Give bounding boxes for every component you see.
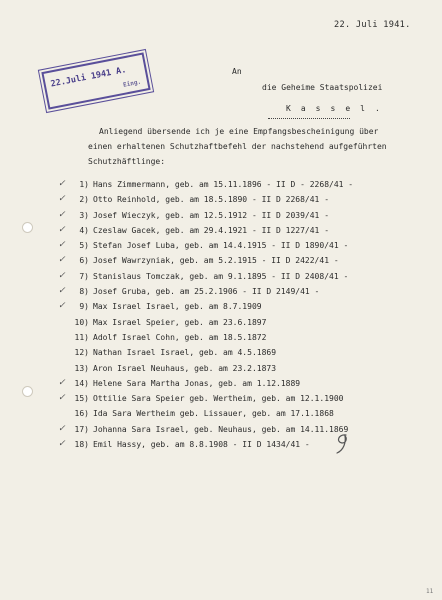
check-mark-icon: ✓ xyxy=(58,423,66,434)
stamp-text: 22.Juli 1941 A. xyxy=(49,65,128,90)
detainee-row xyxy=(58,238,353,253)
check-mark-icon: ✓ xyxy=(58,255,66,266)
detainee-row xyxy=(74,345,353,360)
check-mark-icon: ✓ xyxy=(58,270,66,281)
punch-hole-bottom xyxy=(22,386,33,397)
detainee-entry: Josef Wieczyk, geb. am 12.5.1912 - II D 2039/41 - xyxy=(93,210,330,220)
check-mark-icon: ✓ xyxy=(58,439,66,450)
detainee-entry: Max Israel Speier, geb. am 23.6.1897 xyxy=(93,317,267,327)
salutation-to: An xyxy=(232,67,242,76)
received-stamp xyxy=(41,52,150,109)
detainee-row xyxy=(74,330,353,345)
check-mark-icon: ✓ xyxy=(58,301,66,312)
detainee-number: 17) xyxy=(74,424,89,434)
detainee-row xyxy=(58,177,354,192)
detainee-number: 18) xyxy=(74,440,89,450)
detainee-entry: Ottilie Sara Speier geb. Wertheim, geb. am 12.1.1900 xyxy=(93,394,344,404)
check-mark-icon: ✓ xyxy=(58,393,66,404)
detainee-number: 16) xyxy=(74,409,89,419)
detainee-number: 2) xyxy=(79,195,89,205)
detainee-number: 6) xyxy=(79,256,89,266)
detainee-number: 10) xyxy=(74,317,89,327)
detainee-row xyxy=(58,376,353,391)
detainee-row xyxy=(58,269,353,284)
detainee-row xyxy=(58,208,353,223)
recipient-city: K a s s e l . xyxy=(286,104,383,113)
detainee-entry: Ida Sara Wertheim geb. Lissauer, geb. am 17.1.1868 xyxy=(93,409,334,419)
detainee-entry: Helene Sara Martha Jonas, geb. am 1.12.1889 xyxy=(93,378,301,388)
detainee-number: 3) xyxy=(79,210,89,220)
detainee-row xyxy=(58,253,353,268)
check-mark-icon: ✓ xyxy=(58,240,66,251)
check-mark-icon: ✓ xyxy=(58,209,66,220)
check-mark-icon: ✓ xyxy=(58,377,66,388)
detainee-row xyxy=(74,406,353,421)
detainee-number: 9) xyxy=(79,302,89,312)
stamp-mark: Eing. xyxy=(122,78,142,89)
detainee-row xyxy=(58,284,353,299)
recipient-agency: die Geheime Staatspolizei xyxy=(262,83,383,92)
detainee-number: 8) xyxy=(79,287,89,297)
detainee-entry: Josef Gruba, geb. am 25.2.1906 - II D 2149/41 - xyxy=(93,287,320,297)
detainee-entry: Aron Israel Neuhaus, geb. am 23.2.1873 xyxy=(93,363,277,373)
detainee-entry: Otto Reinhold, geb. am 18.5.1890 - II D 2268/41 - xyxy=(93,195,330,205)
intro-line: Anliegend übersende ich je eine Empfangsbescheinigung über xyxy=(99,127,379,136)
check-mark-icon: ✓ xyxy=(58,224,66,235)
detainee-entry: Czeslaw Gacek, geb. am 29.4.1921 - II D 1227/41 - xyxy=(93,225,330,235)
detainee-entry: Johanna Sara Israel, geb. Neuhaus, geb. am 14.11.1869 xyxy=(93,424,349,434)
detainee-row xyxy=(74,361,353,376)
detainee-number: 13) xyxy=(74,363,89,373)
detainee-number: 14) xyxy=(74,378,89,388)
detainee-entry: Stefan Josef Luba, geb. am 14.4.1915 - II D 1890/41 - xyxy=(93,241,349,251)
detainee-entry: Max Israel Israel, geb. am 8.7.1909 xyxy=(93,302,262,312)
check-mark-icon: ✓ xyxy=(58,179,66,189)
detainee-row xyxy=(58,223,353,238)
page-corner-mark: 11 xyxy=(426,588,434,595)
check-mark-icon: ✓ xyxy=(58,286,66,297)
letter-date: 22. Juli 1941. xyxy=(334,20,411,30)
intro-line: einen erhaltenen Schutzhaftbefehl der nachstehend aufgeführten xyxy=(88,142,387,151)
detainee-entry: Stanislaus Tomczak, geb. am 9.1.1895 - II D 2408/41 - xyxy=(93,271,349,281)
detainee-number: 7) xyxy=(79,271,89,281)
detainee-entry: Josef Wawrzyniak, geb. am 5.2.1915 - II D 2422/41 - xyxy=(93,256,339,266)
handwritten-initial xyxy=(332,432,352,456)
detainee-number: 15) xyxy=(74,394,89,404)
intro-paragraph xyxy=(88,124,428,169)
detainee-number: 1) xyxy=(79,180,89,189)
detainee-entry: Emil Hassy, geb. am 8.8.1908 - II D 1434/41 - xyxy=(93,440,310,450)
detainee-number: 5) xyxy=(79,241,89,251)
detainee-entry: Adolf Israel Cohn, geb. am 18.5.1872 xyxy=(93,332,267,342)
check-mark-icon: ✓ xyxy=(58,194,66,205)
punch-hole-top xyxy=(22,222,33,233)
detainee-row xyxy=(74,315,353,330)
detainee-number: 12) xyxy=(74,348,89,358)
detainee-row xyxy=(58,299,353,314)
detainee-number: 4) xyxy=(79,225,89,235)
detainee-entry: Nathan Israel Israel, geb. am 4.5.1869 xyxy=(93,348,277,358)
underline-rule xyxy=(268,118,350,119)
detainee-entry: Hans Zimmermann, geb. am 15.11.1896 - II D - 2268/41 - xyxy=(93,180,354,189)
detainee-list xyxy=(58,177,354,452)
detainee-row xyxy=(58,391,353,406)
detainee-row xyxy=(58,192,353,207)
intro-line: Schutzhäftlinge: xyxy=(88,157,166,166)
detainee-number: 11) xyxy=(74,332,89,342)
detainee-row xyxy=(58,422,353,437)
detainee-row xyxy=(58,437,353,452)
